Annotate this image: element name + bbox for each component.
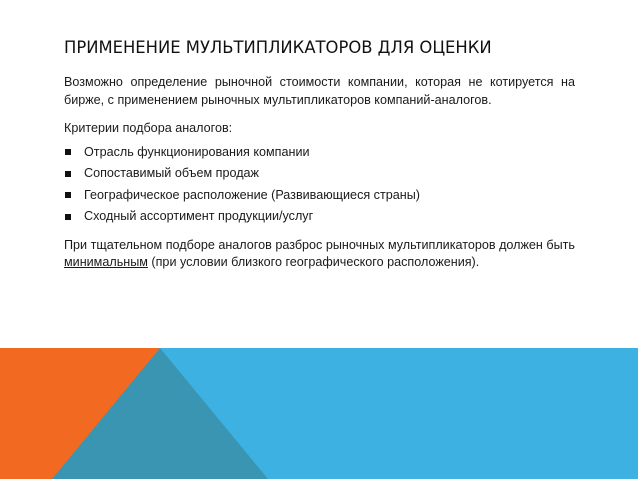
list-item-text: Отрасль функционирования компании (84, 144, 310, 159)
square-bullet-icon (65, 149, 71, 155)
list-item (64, 206, 575, 228)
list-item (64, 185, 575, 207)
list-item-text: Сопоставимый объем продаж (84, 166, 259, 181)
criteria-heading: Критерии подбора аналогов: (64, 121, 233, 135)
square-bullet-icon (65, 192, 71, 198)
intro-paragraph: Возможно определение рыночной стоимости компании, которая не котируется на бирже, с применением рыночных мультипликаторов компаний-аналогов. (64, 75, 575, 107)
decorative-footer-shapes (0, 348, 638, 479)
conclusion-text-end: (при условии близкого географического расположения). (147, 255, 480, 269)
square-bullet-icon (65, 214, 71, 220)
conclusion-text-start: При тщательном подборе аналогов разброс рыночных мультипликаторов должен быть (64, 237, 575, 252)
slide-title: ПРИМЕНЕНИЕ МУЛЬТИПЛИКАТОРОВ ДЛЯ ОЦЕНКИ (64, 38, 492, 57)
conclusion-paragraph (64, 237, 575, 272)
list-item-text: Сходный ассортимент продукции/услуг (84, 209, 314, 224)
list-item (64, 142, 575, 164)
square-bullet-icon (65, 171, 71, 177)
list-item (64, 163, 575, 185)
slide-content (64, 36, 575, 272)
criteria-list (64, 142, 575, 228)
conclusion-emphasis: минимальным (64, 255, 148, 269)
list-item-text: Географическое расположение (Развивающиеся страны) (84, 187, 420, 202)
